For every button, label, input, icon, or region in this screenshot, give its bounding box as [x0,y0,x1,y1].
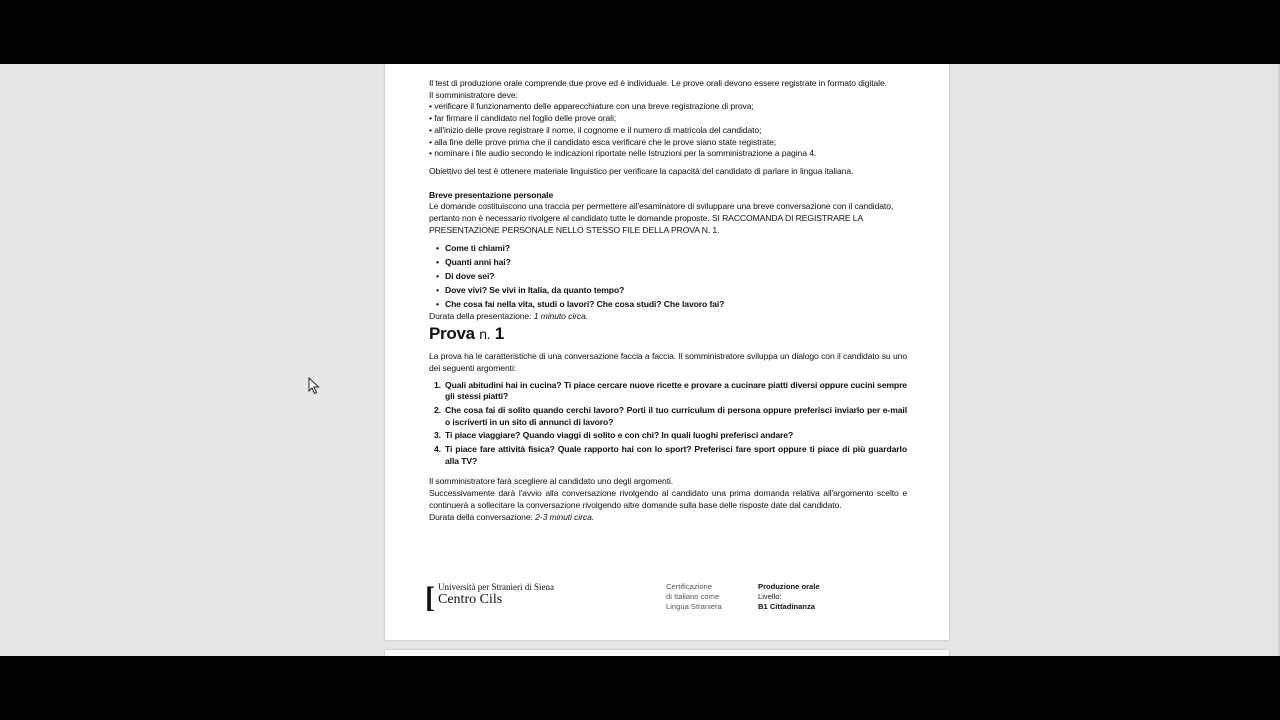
topic-item [434,379,907,403]
section-info [758,582,820,612]
mouse-pointer-icon [308,377,320,395]
objective-paragraph: Obiettivo del test è ottenere materiale linguistico per verificare la capacità del candidato di parlare in lingua italiana. [429,165,854,176]
intro-paragraph: Il test di produzione orale comprende due prove ed è individuale. Le prove orali devono essere registrate in formato digitale. [429,78,887,88]
next-page-edge [385,650,949,656]
question-item: • Dove vivi? Se vivi in Italia, da quanto tempo? [445,283,907,297]
question-item: • Che cosa fai nella vita, studi o lavori? Che cosa studi? Che lavoro fai? [445,297,907,311]
page-footer [425,582,915,622]
prova-intro: La prova ha le caratteristiche di una conversazione faccia a faccia. Il somministratore sviluppa un dialogo con il candidato su uno dei seguenti argomenti: [429,351,907,373]
duty-item: • nominare i file audio secondo le indicazioni riportate nelle Istruzioni per la somministrazione a pagina 4. [429,148,817,159]
topic-number: 4. [434,444,441,455]
prova-title-word: Prova [429,324,475,344]
topic-number: 1. [434,379,441,390]
topic-number: 2. [434,404,441,415]
document-viewer[interactable] [0,64,1280,656]
topic-item [434,404,907,428]
logo-centro: Centro Cils [438,592,503,607]
duty-item: • all'inizio delle prove registrare il nome, il cognome e il numero di matricola del candidato; [429,124,762,135]
logo-mark-icon: [ [425,581,435,614]
cils-logo [425,582,585,614]
duty-item: • verificare il funzionamento delle apparecchiature con una breve registrazione di prova; [429,101,754,112]
level-label: Livello: [758,592,782,601]
presentation-duration-value: 1 minuto circa. [533,311,589,322]
presentation-heading: Breve presentazione personale [429,189,554,200]
presentation-duration-label: Durata della presentazione: [429,311,534,322]
page-content [429,78,907,523]
cert-line: Certificazione [666,582,713,591]
question-item: • Come ti chiami? [445,241,907,255]
duties-lead: Il somministratore deve: [429,89,518,100]
cert-line: di Italiano come [666,592,720,601]
question-item: • Di dove sei? [445,269,907,283]
topic-text: Ti piace viaggiare? Quando viaggi di solito e con chi? In quali luoghi preferisci andare? [445,430,794,441]
question-item: • Quanti anni hai? [445,255,907,269]
presentation-text: Le domande costituiscono una traccia per permettere all'esaminatore di sviluppare una breve conversazione con il candidato, pertanto non è necessario rivolgere al candidato tutte le domande proposte. SI RACCOMANDA DI REGISTRARE LA PRESENTAZIONE PERSONALE NELLO STESSO FILE DELLA PROVA N. 1. [429,201,894,235]
prova-follow: Successivamente darà l'avvio alla conversazione rivolgendo al candidato una prima domanda relativa all'argomento scelto e continuerà a sollecitare la conversazione rivolgendo altre domande sulla base delle risposte date dal candidato. [429,488,907,510]
duty-item: • far firmare il candidato nel foglio delle prove orali; [429,113,617,124]
document-page [385,64,949,640]
prova-title-number: 1 [494,324,504,344]
certification-label [666,582,746,612]
topic-item [434,430,907,442]
prova-title-n: n. [479,326,491,343]
level-line [758,592,820,612]
prova-duration-value: 2-3 minuti circa. [535,511,595,522]
prova-title [429,323,907,345]
prova-choose: Il somministratore farà scegliere al candidato uno degli argomenti. [429,476,674,487]
topic-number: 3. [434,430,441,441]
prova-duration-label: Durata della conversazione: [429,511,536,522]
presentation-duration [429,311,907,323]
level-value: B1 Cittadinanza [758,602,815,611]
logo-university: Università per Stranieri di Siena [438,582,554,592]
section-name: Produzione orale [758,582,820,591]
prova-duration [429,512,907,524]
topic-text: Ti piace fare attività fisica? Quale rapporto hai con lo sport? Preferisci fare sport oppure ti piace di più guardarlo alla TV? [445,444,907,466]
topic-text: Quali abitudini hai in cucina? Ti piace cercare nuove ricette e provare a cucinare piatti diversi oppure cucini sempre gli stessi piatti? [445,379,907,402]
topic-item [434,444,907,467]
cert-line: Lingua Straniera [666,602,722,611]
topic-text: Che cosa fai di solito quando cerchi lavoro? Porti il tuo curriculum di persona oppure preferisci inviarlo per e-mail o iscriverti in un sito di annunci di lavoro? [445,404,907,427]
prova-topics [429,380,907,468]
presentation-questions [429,241,907,311]
duty-item: • alla fine delle prove prima che il candidato esca verificare che le prove siano state registrate; [429,136,777,147]
